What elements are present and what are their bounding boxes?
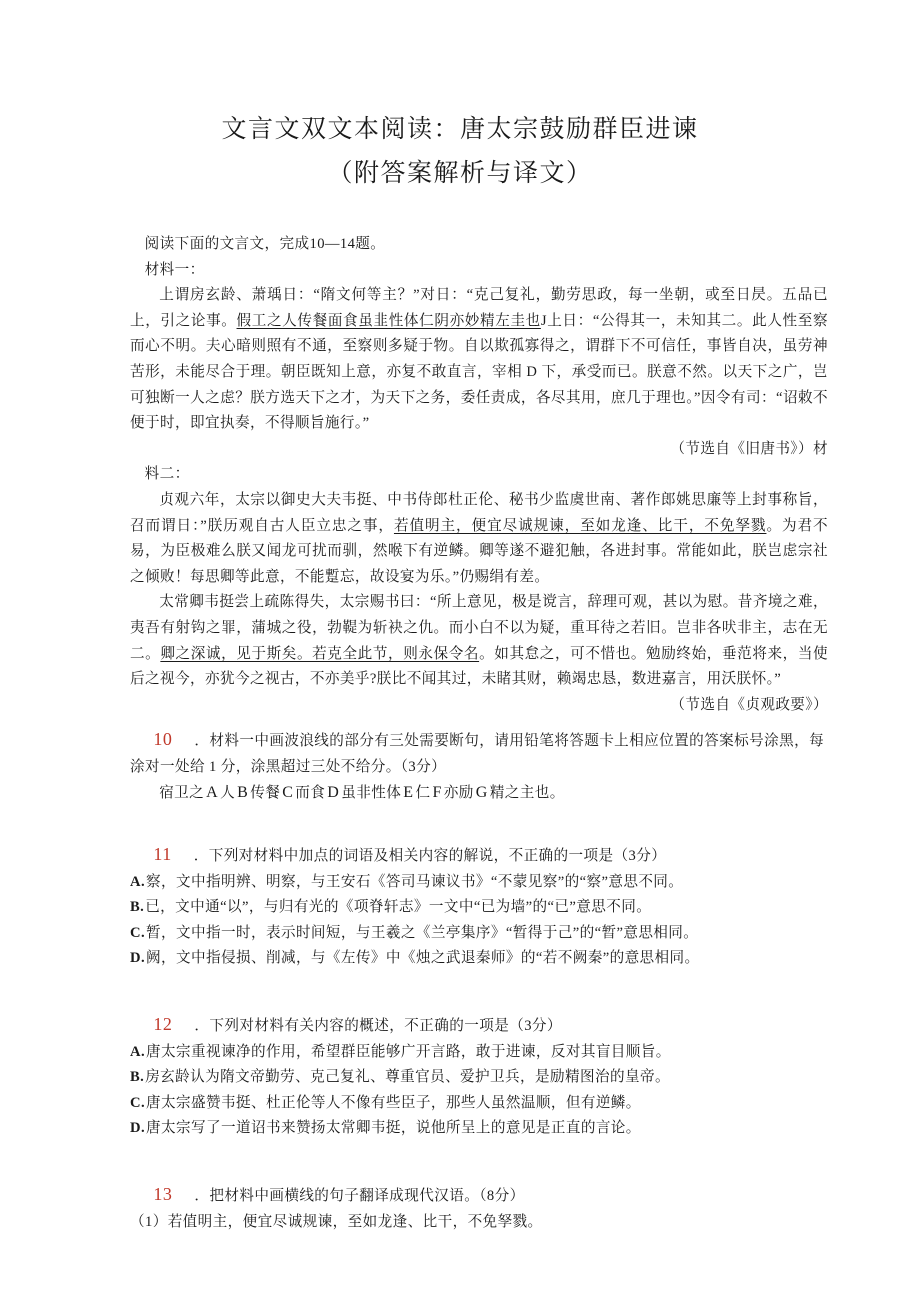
question-11-stem: ．下列对材料中加点的词语及相关内容的解说，不正确的一项是（3分）	[193, 848, 667, 865]
material-two-text-a: 贞观六年，太宗以御史大夫韦挺、中书侍郎杜正伦、秘书少监虞世南、著作郎姚思廉等上封事称旨，召而谓日：”朕历观自古人臣立忠之事，	[130, 491, 828, 534]
option-letter-c: C.	[130, 1094, 145, 1111]
sub-text-1: 若值明主，便宜尽诚规谏，至如龙逢、比干，不免孥戮。	[167, 1213, 543, 1230]
question-11	[130, 842, 828, 972]
option-letter-c: C.	[130, 924, 145, 941]
material-two-paragraph-2	[130, 590, 828, 692]
question-11-option-b[interactable]	[130, 895, 828, 921]
seg-mark-e[interactable]: E	[403, 784, 414, 802]
option-letter-b: B.	[130, 1069, 145, 1086]
question-12	[130, 1012, 828, 1142]
question-11-number: 11	[153, 844, 172, 865]
seg-mark-g[interactable]: G	[475, 784, 488, 802]
material-one-text-a: 上谓房玄龄、萧瑀日：“隋文何等主？”对日：“克己复礼，勤劳思政，每一坐朝，或至日昃。五品已上，引之论事。	[130, 287, 828, 329]
option-text-b: 房玄龄认为隋文帝勤劳、克己复礼、尊重官员、爱护卫兵，是励精图治的皇帝。	[145, 1069, 670, 1086]
material-two-text-b: 。为君不易，为臣极难么朕又闻龙可扰而驯，然喉下有逆鳞。卿等遂不避犯触，各进封事。常能如此，朕岂虑宗社之倾败！每思卿等此意，不能蹔忘，故设宴为乐。”仍赐绢有差。	[130, 517, 828, 585]
material-one-label: 材料一：	[144, 261, 205, 278]
title-block	[0, 0, 920, 196]
seg-mark-f[interactable]: F	[432, 784, 442, 802]
option-letter-a: A.	[130, 1043, 145, 1060]
material-one-wavy-underline: 假工之人传餐面食虽韭性体仁阴亦妙精左圭也	[236, 312, 541, 329]
page-subtitle: （附答案解析与译文）	[327, 160, 593, 187]
question-11-option-c[interactable]	[130, 921, 828, 947]
seg-text-1: 人	[220, 785, 236, 802]
question-12-option-d[interactable]	[130, 1116, 828, 1142]
sub-marker-1: （1）	[130, 1213, 168, 1230]
material-two-citation: （节选自《贞观政要》）	[670, 696, 828, 713]
question-10-number: 10	[153, 729, 173, 750]
material-two-underline-1: 若值明主，便宜尽诚规谏，至如龙逢、比干，不免孥戮	[393, 517, 767, 534]
option-text-c: 唐太宗盛赞韦挺、杜正伦等人不像有些臣子，那些人虽然温顺，但有逆鳞。	[146, 1094, 641, 1111]
material-two-p2-text-a: 太常卿韦挺尝上疏陈得失，太宗赐书曰：“所上意见，极是谠言，辞理可观，甚以为慰。昔齐境之难，夷吾有射钩之罪，蒲城之役，勃鞮为斩袂之仇。而小白不以为疑，重耳待之若旧。岂非各吠非主，志在无二。	[130, 594, 828, 662]
question-10-stem-line	[130, 727, 828, 780]
question-11-stem-line	[130, 842, 828, 870]
option-letter-b: B.	[130, 899, 145, 916]
question-11-option-a[interactable]	[130, 870, 828, 896]
reading-instruction: 阅读下面的文言文，完成10—14题。	[144, 236, 386, 252]
spacer	[130, 1142, 828, 1164]
question-12-option-c[interactable]	[130, 1091, 828, 1117]
question-12-option-a[interactable]	[130, 1040, 828, 1066]
question-12-stem-line	[130, 1012, 828, 1040]
question-13-stem: ．把材料中画横线的句子翻译成现代汉语。（8分）	[194, 1188, 525, 1204]
seg-text-2: 传餐	[250, 785, 281, 802]
material-one-text-b: J上日：“公得其一，未知其二。此人性至察而心不明。夫心暗则照有不通，至察则多疑于物。自以欺孤寡得之，谓群下不可信任，事皆自决，虽劳神苦形，未能尽合于理。朝臣既知上意，亦复不敢直言，宰相 D 下，承受而已。朕意不然。以天下之广，岂可独断一人之虑？朕方选天下之才，为天下之务，委任责成，各尽其用，庶几于理也。”因令有司：“诏敕不便于时，即宜执奏，不得顺旨施行。”	[130, 312, 828, 432]
option-letter-a: A.	[130, 873, 145, 890]
option-text-a: 察，文中指明辨、明察，与王安石《答司马谏议书》“不蒙见察”的“察”意思不同。	[146, 873, 684, 890]
question-10-segmentation	[130, 780, 828, 807]
option-text-c: 暂，文中指一时，表示时间短，与王羲之《兰亭集序》“暂得于己”的“暂”意思相同。	[146, 924, 699, 941]
question-12-number: 12	[153, 1014, 173, 1035]
question-11-option-d[interactable]	[130, 946, 828, 972]
seg-text-5: 仁	[415, 785, 431, 802]
option-letter-d: D.	[130, 1120, 145, 1137]
page-title: 文言文双文本阅读：唐太宗鼓励群臣进谏	[221, 116, 699, 143]
option-text-b: 已，文中通“以”，与归有光的《项脊轩志》一文中“已为墙”的“已”意思不同。	[145, 899, 652, 916]
seg-text-4: 虽非性体	[341, 785, 402, 802]
seg-text-3: 而食	[295, 785, 326, 802]
spacer	[130, 807, 828, 824]
option-text-d: 唐太宗写了一道诏书来赞扬太常卿韦挺，说他所呈上的意见是正直的言论。	[146, 1120, 641, 1137]
question-10	[130, 727, 828, 807]
question-12-stem: ．下列对材料有关内容的概述，不正确的一项是（3分）	[194, 1018, 562, 1035]
spacer	[130, 972, 828, 994]
question-13-sub-1	[130, 1210, 828, 1236]
seg-mark-c[interactable]: C	[282, 784, 294, 802]
option-text-d: 阙，文中指侵损、削减，与《左传》中《烛之武退秦师》的“若不阙秦”的意思相同。	[146, 950, 700, 967]
seg-mark-d[interactable]: D	[327, 784, 340, 802]
question-12-option-b[interactable]	[130, 1065, 828, 1091]
option-text-a: 唐太宗重视谏净的作用，希望群臣能够广开言路，敢于进谏，反对其盲目顺旨。	[146, 1043, 671, 1060]
material-two-label: 料二：	[144, 466, 190, 483]
option-letter-d: D.	[130, 950, 145, 967]
material-one-citation: （节选自《旧唐书》）材	[670, 440, 828, 457]
document-body	[0, 232, 920, 1235]
question-10-stem: ．材料一中画波浪线的部分有三处需要断句，请用铅笔将答题卡上相应位置的答案标号涂黑，每涂对一处给 1 分，涂黑超过三处不给分。（3分）	[130, 733, 825, 775]
seg-text-7: 精之主也。	[489, 785, 565, 802]
question-13-number: 13	[153, 1184, 173, 1204]
material-two-p2-text-b: 。如其怠之，可不惜也。勉励终始，垂范将来，当使后之视今，亦犹今之视古，不亦美乎?朕比不闻其过，未睹其财，赖竭忠恳，数进嘉言，用沃朕怀。”	[130, 645, 828, 688]
material-two-paragraph-1	[130, 488, 828, 590]
question-13-stem-line	[130, 1182, 828, 1210]
question-13	[130, 1182, 828, 1235]
seg-mark-a[interactable]: A	[206, 784, 219, 802]
material-one-paragraph	[130, 283, 828, 437]
spacer	[130, 718, 828, 727]
seg-mark-b[interactable]: B	[237, 784, 249, 802]
seg-text-0: 宿卫之	[159, 785, 205, 802]
material-two-underline-2: 卿之深诚，见于斯矣。若克全此节，则永保令名	[160, 645, 480, 662]
seg-text-6: 亦励	[443, 785, 474, 802]
